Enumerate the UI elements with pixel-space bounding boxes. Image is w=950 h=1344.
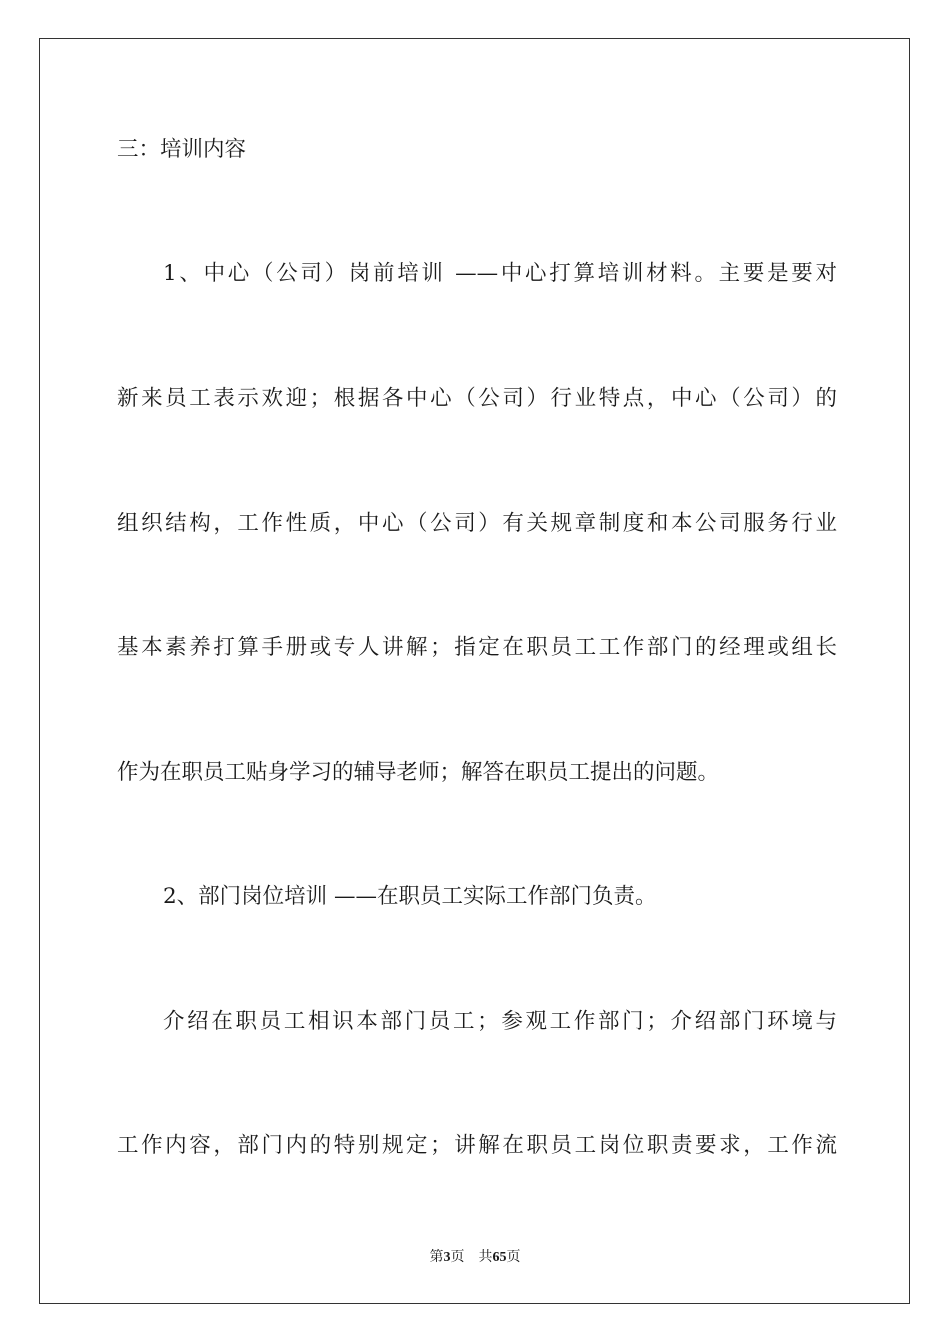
paragraph-line: 新来员工表示欢迎；根据各中心（公司）行业特点，中心（公司）的	[117, 386, 837, 411]
paragraph-line: 2、部门岗位培训 ——在职员工实际工作部门负责。	[163, 884, 657, 909]
page-total: 65	[492, 1250, 507, 1265]
paragraph-line: 作为在职员工贴身学习的辅导老师；解答在职员工提出的问题。	[117, 760, 720, 785]
paragraph-line: 1、中心（公司）岗前培训 ——中心打算培训材料。主要是要对	[163, 261, 837, 286]
page-current: 3	[443, 1250, 451, 1265]
paragraph-line: 组织结构，工作性质，中心（公司）有关规章制度和本公司服务行业	[117, 511, 837, 536]
total-unit: 页	[506, 1249, 521, 1265]
total-prefix: 共	[478, 1249, 493, 1265]
page-prefix: 第	[429, 1249, 444, 1265]
section-heading: 三：培训内容	[117, 137, 247, 162]
paragraph-line: 介绍在职员工相识本部门员工；参观工作部门；介绍部门环境与	[163, 1009, 837, 1034]
page-border	[39, 38, 910, 1304]
paragraph-line: 工作内容，部门内的特别规定；讲解在职员工岗位职责要求，工作流	[117, 1133, 837, 1158]
page-unit: 页	[450, 1249, 465, 1265]
page-footer	[0, 1247, 950, 1268]
paragraph-line: 基本素养打算手册或专人讲解；指定在职员工工作部门的经理或组长	[117, 635, 837, 660]
